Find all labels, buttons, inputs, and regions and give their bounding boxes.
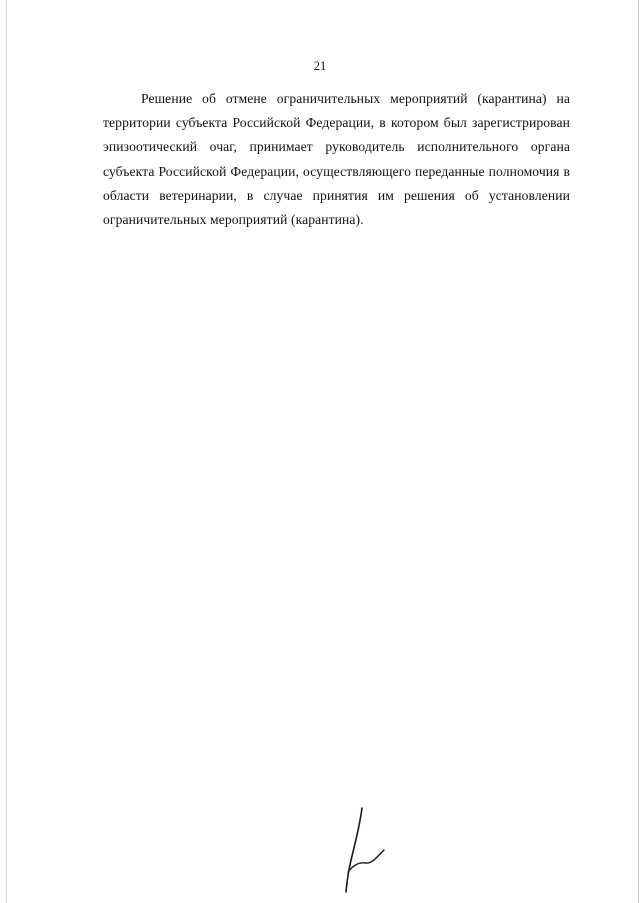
signature-mark <box>336 806 396 894</box>
scan-edge-right <box>638 0 639 903</box>
scan-edge-left <box>6 0 7 903</box>
body-paragraph: Решение об отмене ограничительных мероприятий (карантина) на территории субъекта Российской Федерации, в котором был зарегистрирован эпизоотический очаг, принимает руководитель исполнительного органа субъекта Российской Федерации, осуществляющего переданные полномочия в области ветеринарии, в случае принятия им решения об установлении ограничительных мероприятий (карантина). <box>103 91 570 228</box>
page-number: 21 <box>313 59 327 73</box>
